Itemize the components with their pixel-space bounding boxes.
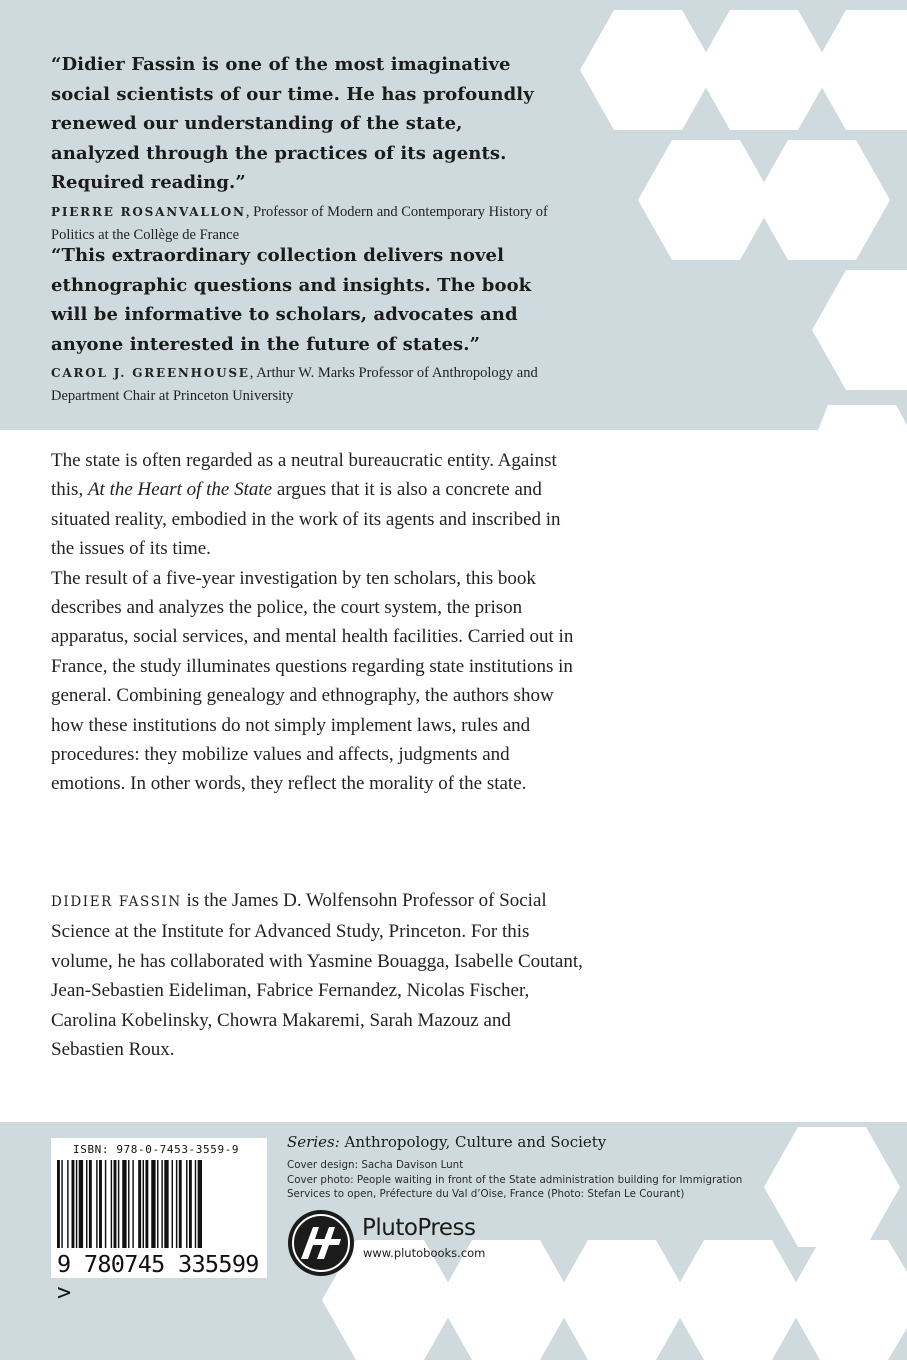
series-label: Series: — [287, 1133, 340, 1151]
barcode-bar — [89, 1160, 92, 1248]
barcode-bar — [176, 1160, 177, 1248]
quote-attribution — [51, 362, 551, 408]
attribution-affiliation: , Professor of Modern and Contemporary History of Politics at the Collège de France — [51, 203, 548, 243]
author-bio-text: is the James D. Wolfensohn Professor of Social Science at the Institute for Advanced Study, Princeton. For this volume, he has collaborated with Yasmine Bouagga, Isabelle Coutant, Jean-Sebastien Eideliman, Fabrice Fernandez, Nicolas Fischer, Carolina Kobelinsky, Chowra Makaremi, Sarah Mazouz and Sebastien Roux. — [51, 890, 583, 1061]
barcode-bar — [189, 1160, 192, 1248]
barcode-bar — [99, 1160, 102, 1248]
barcode-bar — [195, 1160, 196, 1248]
description-part-2: argues that it is also a concrete and situated reality, embodied in the work of its agents and inscribed in the issues of its time. — [51, 479, 561, 560]
description-part-1: The state is often regarded as a neutral bureaucratic entity. Against this, — [51, 450, 557, 501]
barcode-bar — [105, 1160, 106, 1248]
barcode-bar — [67, 1160, 68, 1248]
barcode-bar — [111, 1160, 112, 1248]
quote-text: “This extraordinary collection delivers novel ethnographic questions and insights. The book will be informative to scholars, advocates and anyone interested in the future of states.” — [51, 245, 532, 355]
barcode-bar — [164, 1160, 168, 1248]
barcode-bar — [161, 1160, 162, 1248]
quote-text: “Didier Fassin is one of the most imaginative social scientists of our time. He has profoundly renewed our understanding of the state, analyzed through the practices of its agents. Required reading.” — [51, 54, 534, 193]
quote-rosanvallon — [51, 50, 551, 247]
author-name: DIDIER FASSIN — [51, 894, 182, 910]
quote-greenhouse — [51, 241, 551, 408]
series-name: Anthropology, Culture and Society — [339, 1133, 607, 1151]
attribution-name: CAROL J. GREENHOUSE — [51, 366, 250, 380]
attribution-name: PIERRE ROSANVALLON — [51, 204, 246, 219]
barcode-bar — [86, 1160, 87, 1248]
barcode-bar — [151, 1160, 155, 1248]
publisher-url[interactable]: www.plutobooks.com — [363, 1246, 486, 1260]
barcode-bar — [122, 1160, 126, 1248]
attribution-affiliation: , Arthur W. Marks Professor of Anthropology and Department Chair at Princeton University — [51, 365, 538, 404]
barcode-bar — [57, 1160, 60, 1248]
pluto-press-logo-icon — [287, 1209, 355, 1277]
barcode-bar — [79, 1160, 83, 1248]
barcode-bar — [186, 1160, 187, 1248]
barcode-bar — [145, 1160, 148, 1248]
book-description — [51, 446, 586, 799]
barcode-bar — [143, 1160, 144, 1248]
barcode-bar — [76, 1160, 77, 1248]
barcode-bar — [138, 1160, 141, 1248]
publisher-logo[interactable] — [287, 1209, 527, 1277]
top-quote-band — [0, 0, 907, 430]
barcode-bar — [179, 1160, 182, 1248]
series-line — [287, 1133, 606, 1151]
quote-attribution — [51, 201, 551, 247]
barcode-digits: 9 780745 335599 > — [57, 1250, 259, 1306]
publisher-name: PlutoPress — [362, 1215, 476, 1241]
barcode-bar — [132, 1160, 133, 1248]
isbn-barcode — [51, 1138, 267, 1306]
barcode-bar — [172, 1160, 173, 1248]
cover-photo-credit: Cover photo: People waiting in front of the State administration building for Immigration Services to open, Préfecture du Val d’Oise, France (Photo: Stefan Le Courant) — [287, 1173, 743, 1201]
isbn-label: ISBN: 978-0-7453-3559-9 — [73, 1143, 240, 1156]
barcode-bar — [72, 1160, 75, 1248]
barcode-bar — [198, 1160, 202, 1248]
book-title-italic: At the Heart of the State — [87, 479, 273, 501]
barcode-bar — [114, 1160, 117, 1248]
author-bio — [51, 886, 586, 1064]
barcode-bar — [157, 1160, 158, 1248]
barcode-bar — [96, 1160, 97, 1248]
barcode-bar — [128, 1160, 129, 1248]
cover-design-credit: Cover design: Sacha Davison Lunt — [287, 1159, 464, 1171]
cover-credits — [287, 1158, 787, 1202]
description-paragraph-2: The result of a five-year investigation by ten scholars, this book describes and analyzes the police, the court system, the prison apparatus, social services, and mental health facilities. Carried out in France, the study illuminates questions regarding state institutions in general. Combining genealogy and ethnography, the authors show how these institutions do not simply implement laws, rules and procedures: they mobilize values and affects, judgments and emotions. In other words, they reflect the morality of the state. — [51, 567, 574, 795]
barcode-bar — [118, 1160, 119, 1248]
barcode-bar — [61, 1160, 62, 1248]
